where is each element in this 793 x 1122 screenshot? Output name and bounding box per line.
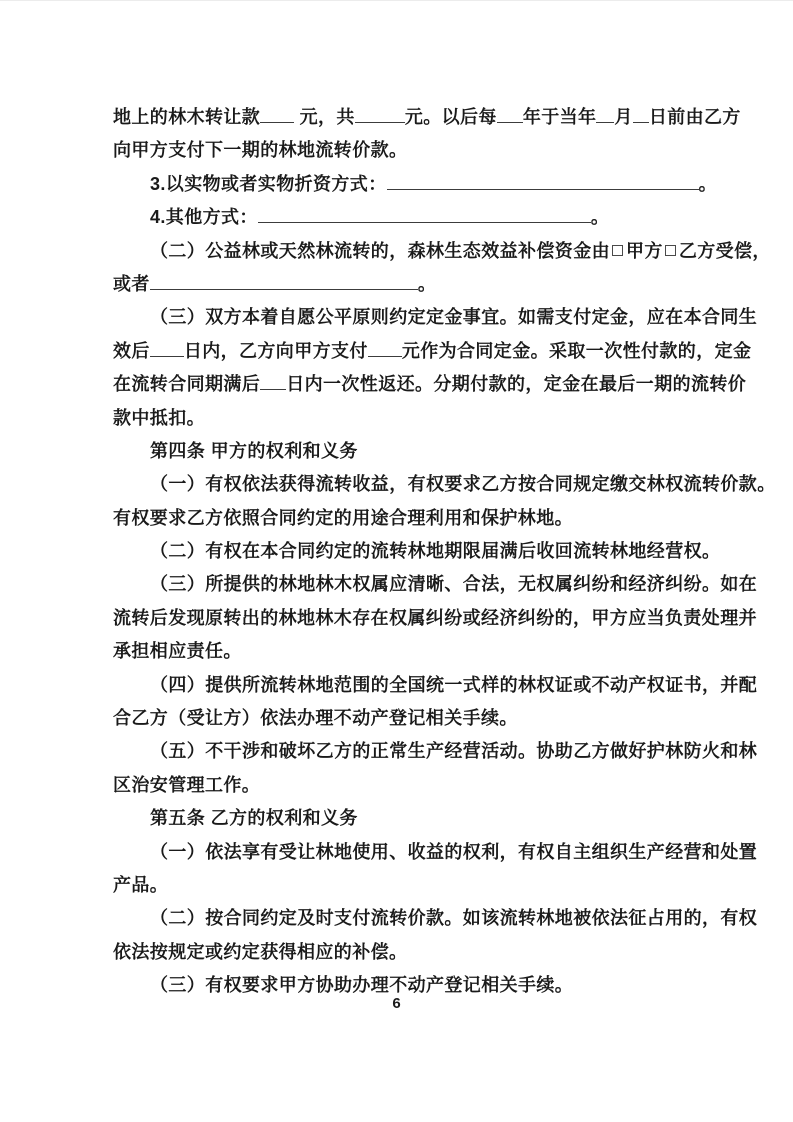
text-run: 依法按规定或约定获得相应的补偿。 <box>113 941 408 962</box>
text-run: （一）依法享有受让林地使用、收益的权利，有权自主组织生产经营和处置 <box>150 841 758 862</box>
text-run: （四）提供所流转林地范围的全国统一式样的林权证或不动产权证书，并配 <box>150 674 758 695</box>
blank-underline-field <box>497 107 523 123</box>
article-5-item-1 <box>113 836 758 869</box>
blank-underline-field <box>387 174 699 190</box>
paragraph-payment-continuation <box>113 101 741 134</box>
text-run: 4.其他方式： <box>150 207 258 228</box>
clause-payment-method-4 <box>113 201 691 234</box>
text-run: （五）不干涉和破坏乙方的正常生产经营活动。协助乙方做好护林防火和林 <box>150 741 758 762</box>
text-run: 流转后发现原转出的林地林木存在权属纠纷或经济纠纷的，甲方应当负责处理并 <box>113 607 757 628</box>
text-run: 款中抵扣。 <box>113 407 205 428</box>
blank-underline-field <box>260 374 286 390</box>
article-4-item-3-continuation <box>113 602 757 635</box>
text-run: 乙方受偿， <box>678 240 771 261</box>
blank-underline-field <box>260 107 294 123</box>
text-run: 3.以实物或者实物折资方式： <box>150 173 387 194</box>
blank-underline-field <box>258 207 591 223</box>
article-5-item-1-continuation <box>113 869 691 902</box>
article-4-item-5 <box>113 735 758 768</box>
text-run: （二）按合同约定及时支付流转价款。如该流转林地被依法征占用的，有权 <box>150 908 758 929</box>
clause-item-3-continuation <box>113 335 752 368</box>
blank-underline-field <box>150 274 418 290</box>
article-4-item-4-continuation <box>113 702 691 735</box>
text-run: 第四条 甲方的权利和义务 <box>150 440 358 461</box>
article-4-item-4 <box>113 669 758 702</box>
text-run: （二）有权在本合同约定的流转林地期限届满后收回流转林地经营权。 <box>150 541 721 562</box>
text-run: 元，共 <box>294 107 355 127</box>
text-run: 。 <box>590 207 610 228</box>
text-run: （三）有权要求甲方协助办理不动产登记相关手续。 <box>150 975 574 996</box>
text-run: 区治安管理工作。 <box>113 774 261 795</box>
text-run: 合乙方（受让方）依法办理不动产登记相关手续。 <box>113 708 518 729</box>
section-heading-article-4 <box>113 435 691 468</box>
article-4-item-5-continuation <box>113 769 691 802</box>
text-run: 地上的林木转让款 <box>113 107 261 127</box>
article-4-item-3-continuation <box>113 635 691 668</box>
paragraph-payment-continuation <box>113 134 691 167</box>
article-4-item-1 <box>113 468 776 501</box>
blank-underline-field <box>368 341 402 357</box>
blank-underline-field <box>150 341 184 357</box>
clause-item-3-continuation <box>113 402 691 435</box>
blank-underline-field <box>596 107 614 123</box>
text-run: 。 <box>417 273 437 294</box>
clause-item-2 <box>113 235 771 268</box>
text-run: 产品。 <box>113 874 169 895</box>
blank-underline-field <box>355 107 405 123</box>
article-4-item-1-continuation <box>113 502 691 535</box>
text-run: （三）所提供的林地林木权属应清晰、合法，无权属纠纷和经济纠纷。如在 <box>150 574 758 595</box>
clause-item-3 <box>113 301 758 334</box>
article-5-item-2-continuation <box>113 936 691 969</box>
text-run: 日内一次性返还。分期付款的，定金在最后一期的流转价 <box>286 374 747 395</box>
text-run: 甲方 <box>626 240 663 261</box>
section-heading-article-5 <box>113 802 691 835</box>
page-number: 6 <box>392 995 401 1012</box>
article-4-item-2 <box>113 535 721 568</box>
text-run: （二）公益林或天然林流转的，森林生态效益补偿资金由 <box>150 240 610 261</box>
blank-underline-field <box>633 107 649 123</box>
text-run: 或者 <box>113 273 150 294</box>
text-run: 第五条 乙方的权利和义务 <box>150 808 358 829</box>
article-4-item-3 <box>113 568 758 601</box>
text-run: 效后 <box>113 340 150 361</box>
text-run: 年于当年 <box>522 107 597 127</box>
text-run: （三）双方本着自愿公平原则约定定金事宜。如需支付定金，应在本合同生 <box>150 307 758 328</box>
text-run: 日前由乙方 <box>648 107 741 127</box>
text-run: 。 <box>698 173 718 194</box>
text-run: 承担相应责任。 <box>113 641 242 662</box>
text-run: 元。以后每 <box>404 107 497 127</box>
checkbox-icon <box>612 245 623 256</box>
clause-payment-method-3 <box>113 168 718 201</box>
text-run: 元作为合同定金。采取一次性付款的，定金 <box>401 340 752 361</box>
text-run: （一）有权依法获得流转收益，有权要求乙方按合同规定缴交林权流转价款。 <box>150 474 776 495</box>
text-run: 月 <box>614 107 633 127</box>
text-run: 日内，乙方向甲方支付 <box>183 340 368 361</box>
article-5-item-2 <box>113 902 758 935</box>
text-run: 在流转合同期满后 <box>113 374 261 395</box>
clause-item-3-continuation <box>113 368 747 401</box>
document-lines <box>113 101 776 1003</box>
text-run: 向甲方支付下一期的林地流转价款。 <box>113 140 408 161</box>
clause-item-2-continuation <box>113 268 691 301</box>
checkbox-icon <box>665 245 676 256</box>
text-run: 有权要求乙方依照合同约定的用途合理利用和保护林地。 <box>113 507 573 528</box>
